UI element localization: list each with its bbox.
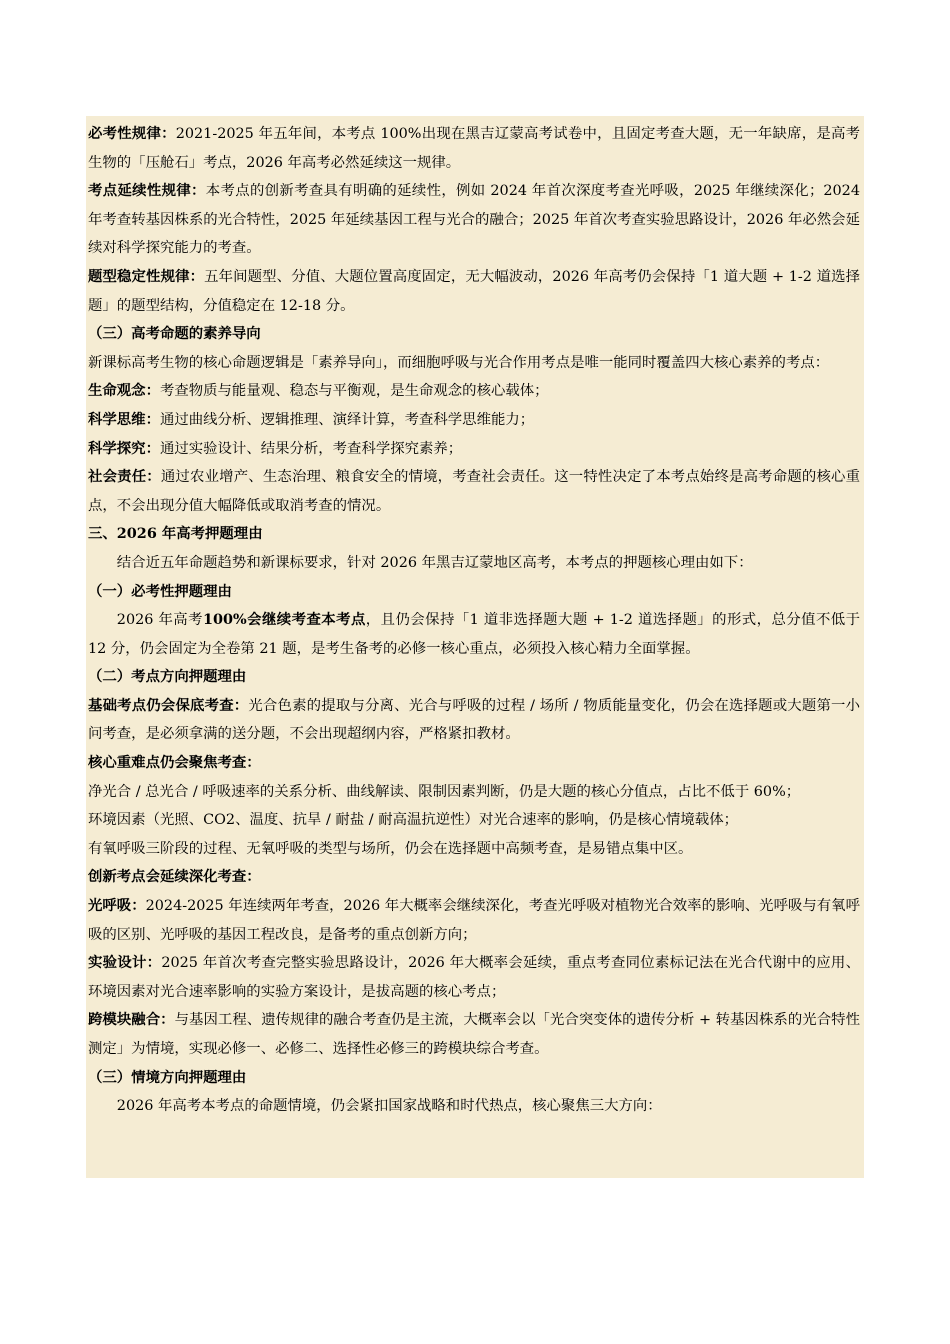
paragraph-1: [88, 177, 860, 263]
subheading-innovation: 创新考点会延续深化考查：: [88, 868, 261, 886]
section-heading-literacy: （三）高考命题的素养导向: [88, 325, 261, 343]
paragraph-8-label: 社会责任：: [88, 468, 161, 486]
paragraph-7: [88, 435, 860, 464]
paragraph-16: 净光合 / 总光合 / 呼吸速率的关系分析、曲线解读、限制因素判断，仍是大题的核心分值点，占比不低于 60%；: [88, 783, 801, 800]
paragraph-5: [88, 377, 860, 406]
paragraph-2-text: 五年间题型、分值、大题位置高度固定，无大幅波动，2026 年高考仍会保持「1 道大题 + 1-2 道选择题」的题型结构，分值稳定在 12-18 分。: [88, 268, 860, 314]
paragraph-17: 环境因素（光照、CO2、温度、抗旱 / 耐盐 / 耐高温抗逆性）对光合速率的影响，仍是核心情境载体；: [88, 812, 738, 829]
document-page: [86, 116, 864, 1178]
paragraph-6: [88, 406, 860, 435]
paragraph-18: 有氧呼吸三阶段的过程、无氧呼吸的类型与场所，仍会在选择题中高频考查，是易错点集中区。: [88, 840, 693, 857]
paragraph-12: [88, 606, 860, 663]
paragraph-10: 结合近五年命题趋势和新课标要求，针对 2026 年黑吉辽蒙地区高考，本考点的押题核心理由如下：: [116, 554, 753, 571]
paragraph-5-label: 生命观念：: [88, 382, 160, 400]
paragraph-21-label: 实验设计：: [88, 954, 162, 972]
paragraph-1-text: 本考点的创新考查具有明确的延续性，例如 2024 年首次深度考查光呼吸，2025 年继续深化；2024 年考查转基因株系的光合特性，2025 年延续基因工程与光合的融合；2025 年首次考查实验思路设计，2026 年必然会延续对科学探究能力的考查。: [88, 183, 860, 257]
paragraph-12-after: ，且仍会保持「1 道非选择题大题 + 1-2 道选择题」的形式，总分值不低于 12 分，仍会固定为全卷第 21 题，是考生备考的必修一核心重点，必须投入核心精力全面掌握。: [88, 612, 861, 657]
paragraph-7-text: 通过实验设计、结果分析，考查科学探究素养；: [159, 440, 463, 457]
section-heading-direction: （二）考点方向押题理由: [88, 668, 247, 686]
paragraph-0-text: 2021-2025 年五年间，本考点 100%出现在黑吉辽蒙高考试卷中，且固定考查大题，无一年缺席，是高考生物的「压舱石」考点，2026 年高考必然延续这一规律。: [88, 126, 860, 171]
paragraph-22-text: 与基因工程、遗传规律的融合考查仍是主流，大概率会以「光合突变体的遗传分析 + 转基因株系的光合特性测定」为情境，实现必修一、必修二、选择性必修三的跨模块综合考查。: [88, 1012, 860, 1057]
paragraph-4: 新课标高考生物的核心命题逻辑是「素养导向」，而细胞呼吸与光合作用考点是唯一能同时覆盖四大核心素养的考点：: [88, 354, 830, 371]
paragraph-22: [88, 1006, 860, 1063]
section-heading-context: （三）情境方向押题理由: [88, 1068, 247, 1086]
paragraph-8: [88, 463, 860, 520]
paragraph-6-label: 科学思维：: [88, 410, 160, 428]
paragraph-14: [88, 692, 860, 749]
paragraph-14-text: 光合色素的提取与分离、光合与呼吸的过程 / 场所 / 物质能量变化，仍会在选择题或大题第一小问考查，是必须拿满的送分题，不会出现超纲内容，严格紧扣教材。: [88, 697, 860, 743]
paragraph-20-label: 光呼吸：: [88, 897, 146, 915]
paragraph-1-label: 考点延续性规律：: [88, 182, 206, 200]
paragraph-20-text: 2024-2025 年连续两年考查，2026 年大概率会继续深化，考查光呼吸对植物光合效率的影响、光呼吸与有氧呼吸的区别、光呼吸的基因工程改良，是备考的重点创新方向；: [88, 898, 860, 943]
paragraph-21: [88, 949, 860, 1006]
paragraph-21-text: 2025 年首次考查完整实验思路设计，2026 年大概率会延续，重点考查同位素标记法在光合代谢中的应用、环境因素对光合速率影响的实验方案设计，是拔高题的核心考点；: [88, 955, 860, 1000]
paragraph-14-label: 基础考点仍会保底考查：: [88, 696, 249, 714]
paragraph-12-before: 2026 年高考: [116, 612, 203, 629]
paragraph-5-text: 考查物质与能量观、稳态与平衡观，是生命观念的核心载体；: [159, 383, 549, 400]
paragraph-20: [88, 892, 860, 949]
paragraph-0: [88, 120, 860, 177]
section-heading-must-test: （一）必考性押题理由: [88, 582, 232, 600]
paragraph-0-label: 必考性规律：: [88, 125, 176, 142]
paragraph-12-bold: 100%会继续考查本考点: [202, 611, 366, 629]
paragraph-2-label: 题型稳定性规律：: [88, 267, 205, 285]
paragraph-24: 2026 年高考本考点的命题情境，仍会紧扣国家战略和时代热点，核心聚焦三大方向：: [116, 1098, 662, 1115]
paragraph-22-label: 跨模块融合：: [88, 1011, 175, 1029]
subheading-core-points: 核心重难点仍会聚焦考查：: [88, 754, 261, 772]
section-heading-reasons: 三、2026 年高考押题理由: [88, 525, 263, 543]
paragraph-7-label: 科学探究：: [88, 439, 160, 457]
paragraph-2: [88, 263, 860, 320]
paragraph-8-text: 通过农业增产、生态治理、粮食安全的情境，考查社会责任。这一特性决定了本考点始终是高考命题的核心重点，不会出现分值大幅降低或取消考查的情况。: [88, 469, 860, 514]
paragraph-6-text: 通过曲线分析、逻辑推理、演绎计算，考查科学思维能力；: [159, 411, 535, 428]
